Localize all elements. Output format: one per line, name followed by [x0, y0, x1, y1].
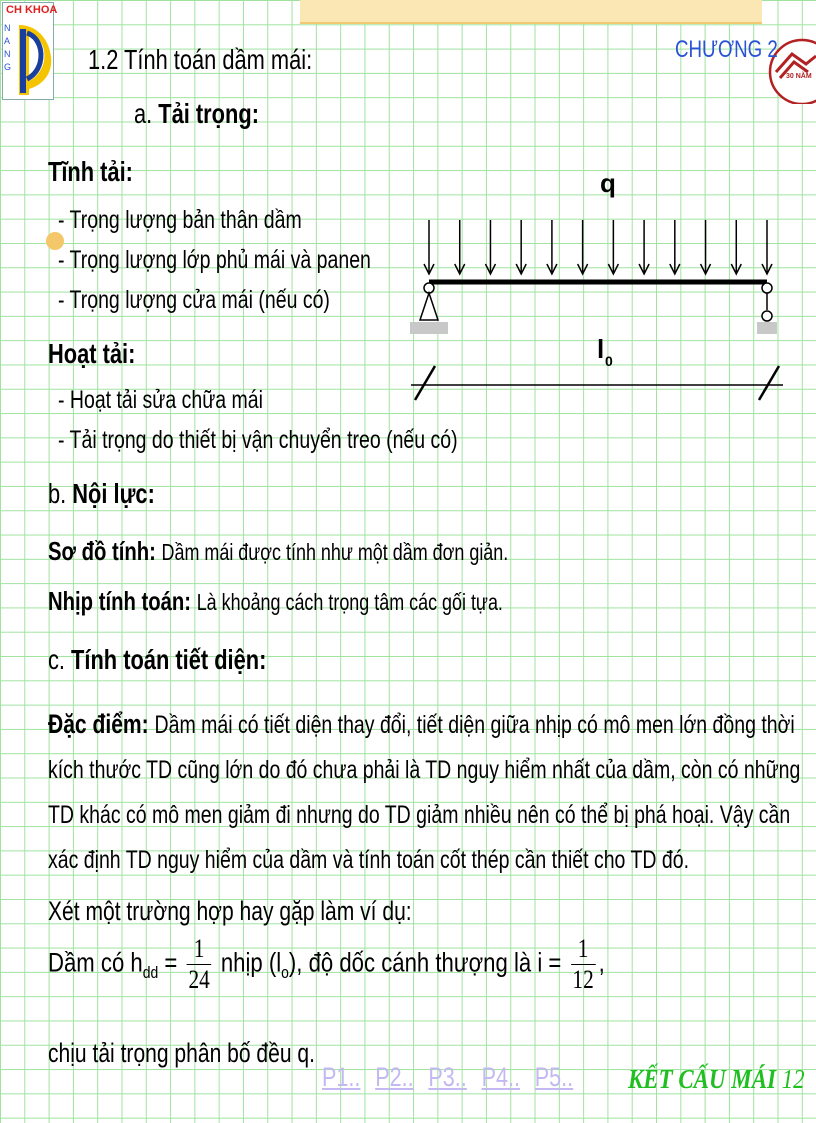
- live-load-title: Hoạt tải:: [48, 338, 136, 369]
- list-item: - Trọng lượng bản thân dầm: [58, 206, 302, 234]
- formula-line: Dầm có $h_{dd}$ = $\frac{1}{24}$ nhịp $(l_o)$, độ dốc cánh thượng là i = $\frac{1}{12}$ ,: [48, 934, 605, 994]
- load-arrow: [731, 220, 741, 274]
- page-nav: [322, 1062, 650, 1093]
- span-label: l: [597, 334, 605, 364]
- section-title: 1.2 Tính toán dầm mái:: [88, 44, 313, 75]
- nhip-tinh-toan-line: Nhịp tính toán: Là khoảng cách trọng tâm các gối tựa.: [48, 586, 503, 616]
- footer-title: KẾT CẤU MÁI 12: [628, 1064, 805, 1094]
- load-arrow: [762, 220, 772, 274]
- dimension-tick-right: [759, 366, 779, 400]
- load-arrow: [455, 220, 465, 274]
- beam-diagram: [405, 160, 790, 410]
- list-item: - Trọng lượng lớp phủ mái và panen: [58, 246, 371, 274]
- load-arrow: [639, 220, 649, 274]
- logo-right-text: 30 NĂM: [786, 73, 812, 80]
- span-subscript: 0: [605, 353, 613, 369]
- closing-line: chịu tải trọng phân bố đều q.: [48, 1038, 315, 1068]
- fraction-slope: $\frac{1}{12}$: [572, 934, 594, 994]
- dimension-tick-left: [415, 366, 435, 400]
- load-arrow: [701, 220, 711, 274]
- load-arrow: [608, 220, 618, 274]
- example-intro: Xét một trường hợp hay gặp làm ví dụ:: [48, 896, 412, 926]
- load-arrow: [485, 220, 495, 274]
- logo-left-text: CH KHOA: [6, 4, 58, 16]
- list-item: - Tải trọng do thiết bị vận chuyển treo (nếu có): [58, 426, 458, 454]
- load-arrow: [578, 220, 588, 274]
- pin-support: [410, 283, 448, 334]
- nav-link-p1[interactable]: P1..: [322, 1062, 361, 1092]
- part-c-heading: c. Tính toán tiết diện:: [48, 644, 267, 675]
- page-number: 12: [781, 1064, 805, 1094]
- load-arrow: [424, 220, 434, 274]
- load-arrow: [516, 220, 526, 274]
- list-item: - Trọng lượng cửa mái (nếu có): [58, 286, 330, 314]
- nav-link-p3[interactable]: P3..: [428, 1062, 467, 1092]
- part-a-heading: a. Tải trọng:: [134, 98, 259, 129]
- static-load-list: [58, 200, 459, 320]
- static-load-title: Tĩnh tải:: [48, 156, 133, 187]
- logo-left-side-text: NANG: [4, 23, 12, 72]
- fraction-h-dd: $\frac{1}{24}$: [188, 934, 210, 994]
- nav-link-p2[interactable]: P2..: [375, 1062, 414, 1092]
- dac-diem-paragraph: Đặc điểm: Dầm mái có tiết diện thay đổi, tiết diện giữa nhịp có mô men lớn đồng thời kích thước TD cũng lớn do đó chưa phải là TD nguy hiểm nhất của dầm, còn có những TD khác có mô men giảm đi nhưng do TD giảm nhiều nên có thể bị phá hoại. Vậy cần xác định TD nguy hiểm của dầm và tính toán cốt thép cần thiết cho TD đó.: [48, 709, 801, 874]
- nav-link-p4[interactable]: P4..: [481, 1062, 520, 1092]
- load-label: q: [600, 168, 616, 198]
- nav-link-p5[interactable]: P5..: [534, 1062, 574, 1092]
- load-arrow: [547, 220, 557, 274]
- chapter-link[interactable]: CHƯƠNG 2: [675, 36, 778, 63]
- load-arrow: [670, 220, 680, 274]
- roller-support: [757, 283, 777, 334]
- top-banner: [300, 0, 762, 24]
- so-do-tinh-line: Sơ đồ tính: Dầm mái được tính như một dầm đơn giản.: [48, 536, 509, 566]
- part-b-heading: b. Nội lực:: [48, 478, 155, 509]
- load-arrows: [424, 220, 772, 274]
- list-item: - Hoạt tải sửa chữa mái: [58, 386, 263, 414]
